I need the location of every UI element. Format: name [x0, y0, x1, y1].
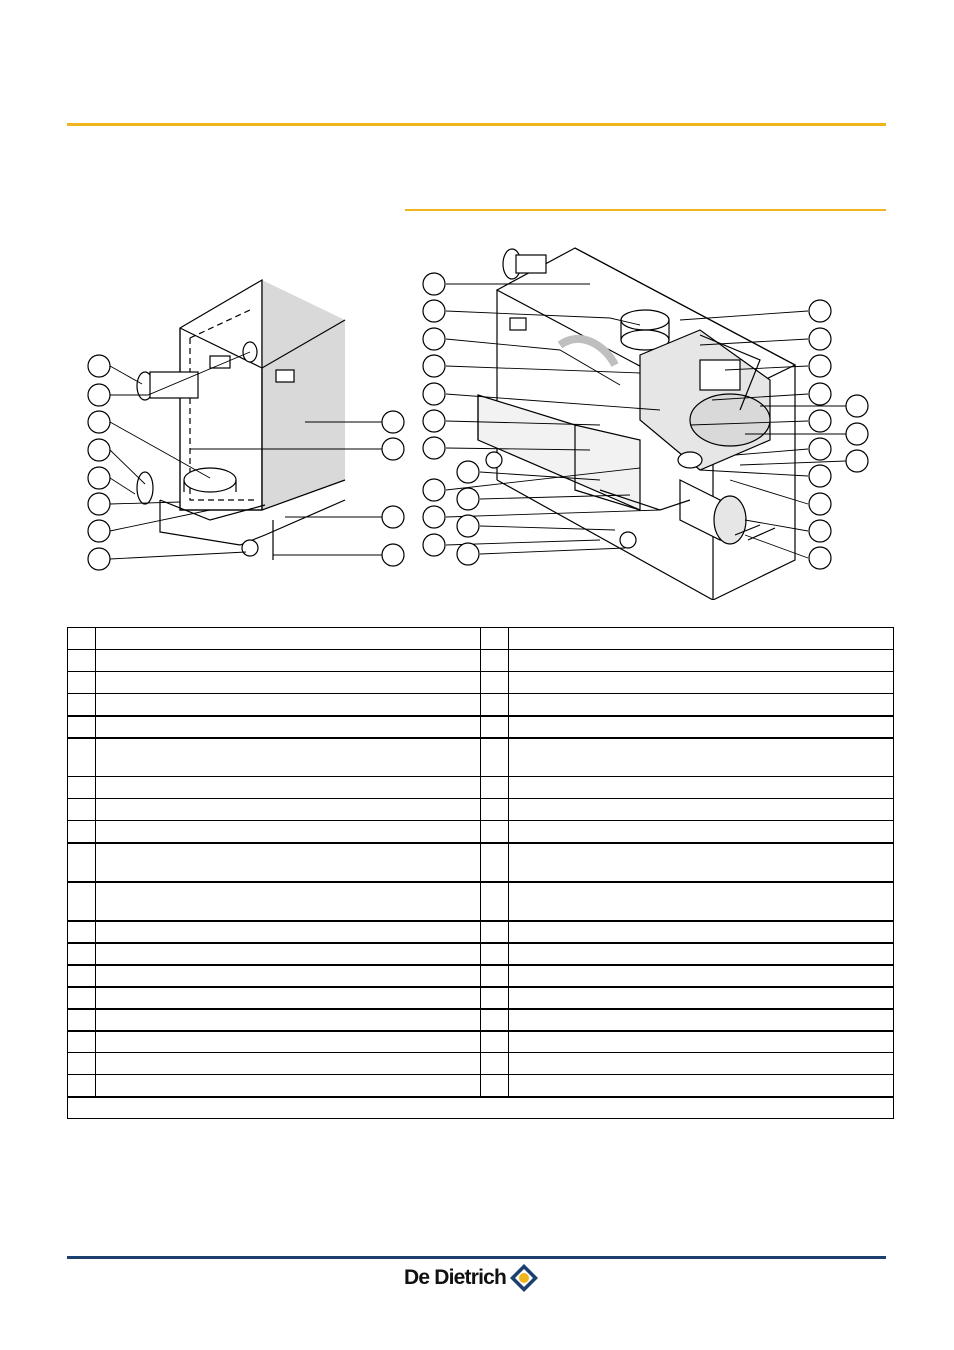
- table-row: [68, 821, 894, 843]
- table-row: [68, 882, 894, 921]
- table-row: [68, 694, 894, 716]
- table-row: [68, 1009, 894, 1031]
- right-boiler-drawing: [478, 248, 795, 600]
- table-row: [68, 738, 894, 777]
- table-row: [68, 716, 894, 738]
- table-row: [68, 987, 894, 1009]
- table-row: [68, 672, 894, 694]
- brand-name: De Dietrich: [404, 1266, 507, 1289]
- parts-table: [67, 627, 894, 1119]
- left-boiler-drawing: [137, 280, 345, 560]
- table-row: [68, 650, 894, 672]
- table-row: [68, 943, 894, 965]
- table-row: [68, 921, 894, 943]
- table-row: [68, 1053, 894, 1075]
- boiler-diagram: [0, 0, 954, 600]
- brand: [404, 1262, 539, 1294]
- table-row: [68, 799, 894, 821]
- table-row: [68, 965, 894, 987]
- table-row: [68, 1075, 894, 1097]
- table-row: [68, 1031, 894, 1053]
- table-row: [68, 843, 894, 882]
- footer-rule: [67, 1256, 886, 1259]
- table-row: [68, 777, 894, 799]
- brand-logo-icon: [509, 1263, 539, 1293]
- table-row: [68, 628, 894, 650]
- table-row: [68, 1097, 894, 1119]
